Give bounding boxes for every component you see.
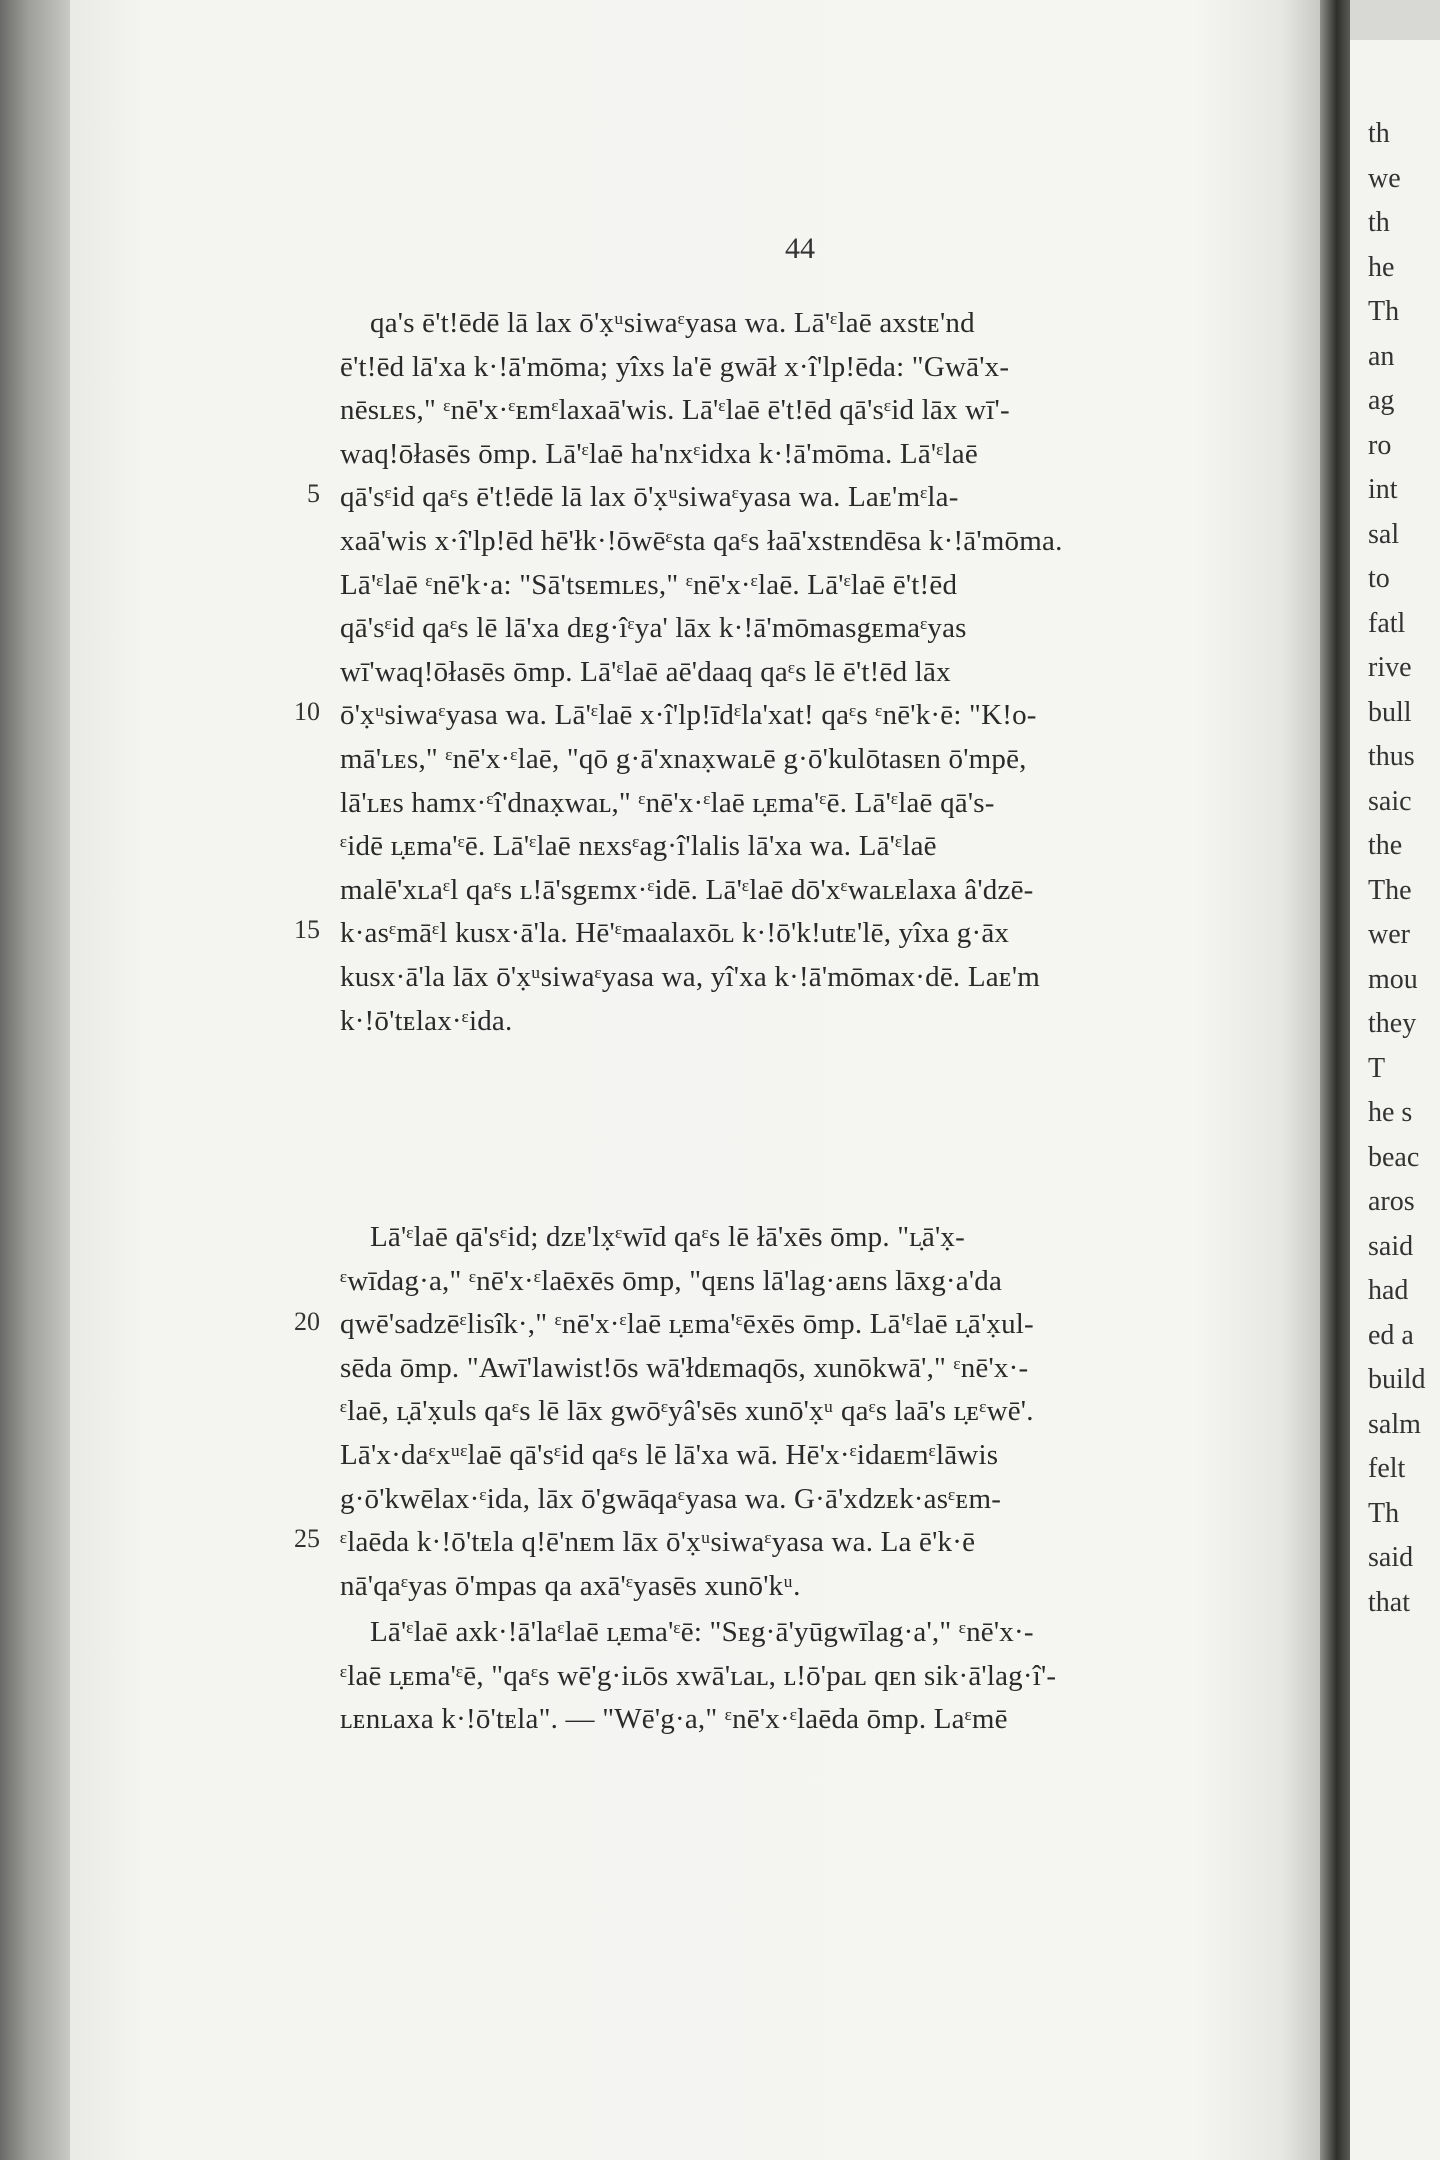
text-line: qa's ē't!ēdē lā lax ō'x̣ᵘsiwaᵋyasa wa. Lā'ᵋlaē axstᴇ'nd: [370, 307, 975, 339]
facing-page-edge: [1350, 40, 1440, 2160]
facing-page-text: [1368, 112, 1440, 1625]
facing-page-fragment: Th: [1368, 1497, 1400, 1529]
facing-page-fragment: to: [1368, 563, 1390, 594]
facing-page-fragment: T: [1368, 1052, 1386, 1084]
text-line: ē't!ēd lā'xa k·!ā'mōma; yîxs la'ē gwāł x·î'lp!ēda: "Gwā'x-: [340, 350, 1010, 383]
text-line: Lā'ᵋlaē axk·!ā'laᵋlaē ʟ̣ᴇma'ᵋē: "Sᴇg·ā'yūgwīlag·a'," ᵋnē'x·-: [370, 1616, 1034, 1648]
book-binding-edge: [0, 0, 70, 2160]
facing-page-fragment: beac: [1368, 1141, 1420, 1173]
text-line: ᵋlaē ʟ̣ᴇma'ᵋē, "qaᵋs wē'g·iʟōs xwā'ʟaʟ, ʟ!ō'paʟ qᴇn sik·ā'lag·î'-: [340, 1659, 1057, 1692]
text-line: kusx·ā'la lāx ō'x̣ᵘsiwaᵋyasa wa, yî'xa k·!ā'mōmax·dē. Laᴇ'm: [340, 961, 1041, 993]
text-line: ᵋidē ʟ̣ᴇma'ᵋē. Lā'ᵋlaē nᴇxsᵋag·î'lalis lā'xa wa. Lā'ᵋlaē: [340, 830, 937, 863]
facing-page-fragment: bull: [1368, 696, 1412, 728]
facing-page-fragment: he s: [1368, 1097, 1413, 1128]
facing-page-fragment: ro: [1368, 429, 1392, 461]
text-line: nēsʟᴇs," ᵋnē'x·ᵋᴇmᵋlaxaā'wis. Lā'ᵋlaē ē't!ēd qā'sᵋid lāx wī'-: [340, 394, 1010, 427]
facing-page-fragment: build: [1368, 1364, 1426, 1395]
line-number-5: 5: [307, 479, 320, 508]
facing-page-fragment: aros: [1368, 1186, 1415, 1217]
facing-page-fragment: they: [1368, 1008, 1417, 1039]
facing-page-fragment: the: [1368, 830, 1403, 861]
line-number-20: 20: [294, 1307, 320, 1336]
facing-page-fragment: he: [1368, 251, 1395, 283]
line-number-15: 15: [294, 915, 320, 944]
text-line: qā'sᵋid qaᵋs ē't!ēdē lā lax ō'x̣ᵘsiwaᵋyasa wa. Laᴇ'mᵋla-: [340, 481, 959, 514]
text-line: ᵋlaē, ʟ̣ā'x̣uls qaᵋs lē lāx gwōᵋyâ'sēs xunō'x̣ᵘ qaᵋs laā's ʟ̣ᴇᵋwē'.: [340, 1395, 1034, 1428]
facing-page-fragment: had: [1368, 1275, 1409, 1306]
text-line: mā'ʟᴇs," ᵋnē'x·ᵋlaē, "qō g·ā'xnax̣waʟē g·ō'kulōtasᴇn ō'mpē,: [340, 743, 1027, 775]
facing-page-fragment: salm: [1368, 1408, 1421, 1440]
facing-page-fragment: th: [1368, 118, 1390, 149]
text-line: ʟᴇnʟaxa k·!ō'tᴇla". — "Wē'g·a," ᵋnē'x·ᵋlaēda ōmp. Laᵋmē: [340, 1703, 1008, 1736]
facing-page-fragment: fatl: [1368, 607, 1406, 639]
text-line: Lā'x·daᵋxᵘᵋlaē qā'sᵋid qaᵋs lē lā'xa wā. Hē'x·ᵋidaᴇmᵋlāwis: [340, 1439, 999, 1471]
facing-page-fragment: that: [1368, 1586, 1410, 1618]
text-line: wī'waq!ōłasēs ōmp. Lā'ᵋlaē aē'daaq qaᵋs lē ē't!ēd lāx: [340, 655, 951, 688]
text-line: k·asᵋmāᵋl kusx·ā'la. Hē'ᵋmaalaxōʟ k·!ō'k!utᴇ'lē, yîxa g·āx: [340, 917, 1010, 950]
page-number: 44: [785, 232, 815, 265]
facing-page-fragment: ed a: [1368, 1319, 1414, 1351]
facing-page-fragment: ag: [1368, 385, 1395, 416]
text-line: malē'xʟaᵋl qaᵋs ʟ!ā'sgᴇmx·ᵋidē. Lā'ᵋlaē dō'xᵋwaʟᴇlaxa â'dzē-: [340, 873, 1034, 906]
line-number-25: 25: [294, 1524, 320, 1553]
facing-page-fragment: mou: [1368, 963, 1418, 995]
text-line: nā'qaᵋyas ō'mpas qa axā'ᵋyasēs xunō'kᵘ.: [340, 1569, 801, 1602]
text-line: ᵋlaēda k·!ō'tᴇla q!ē'nᴇm lāx ō'x̣ᵘsiwaᵋyasa wa. La ē'k·ē: [340, 1526, 976, 1559]
facing-page-fragment: saic: [1368, 785, 1412, 817]
text-line: ō'x̣ᵘsiwaᵋyasa wa. Lā'ᵋlaē x·î'lp!īdᵋla'xat! qaᵋs ᵋnē'k·ē: "K!o-: [340, 699, 1037, 732]
text-line: k·!ō'tᴇlax·ᵋida.: [340, 1004, 513, 1037]
text-line: qwē'sadzēᵋlisîk·," ᵋnē'x·ᵋlaē ʟ̣ᴇma'ᵋēxēs ōmp. Lā'ᵋlaē ʟ̣ā'x̣ul-: [340, 1308, 1034, 1341]
facing-page-fragment: said: [1368, 1230, 1414, 1262]
text-line: sēda ōmp. "Awī'lawist!ōs wā'łdᴇmaqōs, xunōkwā'," ᵋnē'x·-: [340, 1351, 1029, 1384]
text-line: lā'ʟᴇs hamx·ᵋî'dnax̣waʟ," ᵋnē'x·ᵋlaē ʟ̣ᴇma'ᵋē. Lā'ᵋlaē qā's-: [340, 786, 995, 819]
facing-page-fragment: th: [1368, 207, 1390, 238]
facing-page-fragment: thus: [1368, 741, 1415, 772]
text-line: waq!ōłasēs ōmp. Lā'ᵋlaē ha'nxᵋidxa k·!ā'mōma. Lā'ᵋlaē: [340, 437, 978, 470]
facing-page-fragment: felt: [1368, 1453, 1406, 1484]
text-line: g·ō'kwēlax·ᵋida, lāx ō'gwāqaᵋyasa wa. G·ā'xdzᴇk·asᵋᴇm-: [340, 1482, 1002, 1515]
facing-page-fragment: sal: [1368, 518, 1400, 550]
book-gutter: [1320, 0, 1350, 2160]
text-line: ᵋwīdag·a," ᵋnē'x·ᵋlaēxēs ōmp, "qᴇns lā'lag·aᴇns lāxg·a'da: [340, 1264, 1003, 1297]
facing-page-fragment: we: [1368, 162, 1401, 194]
facing-page-fragment: The: [1368, 874, 1412, 906]
facing-page-fragment: rive: [1368, 652, 1412, 683]
line-number-10: 10: [294, 697, 320, 726]
text-line: qā'sᵋid qaᵋs lē lā'xa dᴇg·îᵋya' lāx k·!ā'mōmasgᴇmaᵋyas: [340, 612, 967, 645]
text-line: xaā'wis x·î'lp!ēd hē'łk·!ōwēᵋsta qaᵋs łaā'xstᴇndēsa k·!ā'mōma.: [340, 525, 1063, 557]
facing-page-fragment: an: [1368, 340, 1395, 372]
facing-page-fragment: wer: [1368, 919, 1410, 950]
facing-page-fragment: Th: [1368, 296, 1400, 327]
facing-page-fragment: said: [1368, 1542, 1414, 1573]
facing-page-fragment: int: [1368, 474, 1398, 505]
text-line: Lā'ᵋlaē ᵋnē'k·a: "Sā'tsᴇmʟᴇs," ᵋnē'x·ᵋlaē. Lā'ᵋlaē ē't!ēd: [340, 568, 958, 601]
text-line: Lā'ᵋlaē qā'sᵋid; dzᴇ'lx̣ᵋwīd qaᵋs lē łā'xēs ōmp. "ʟ̣ā'x̣-: [370, 1221, 965, 1253]
